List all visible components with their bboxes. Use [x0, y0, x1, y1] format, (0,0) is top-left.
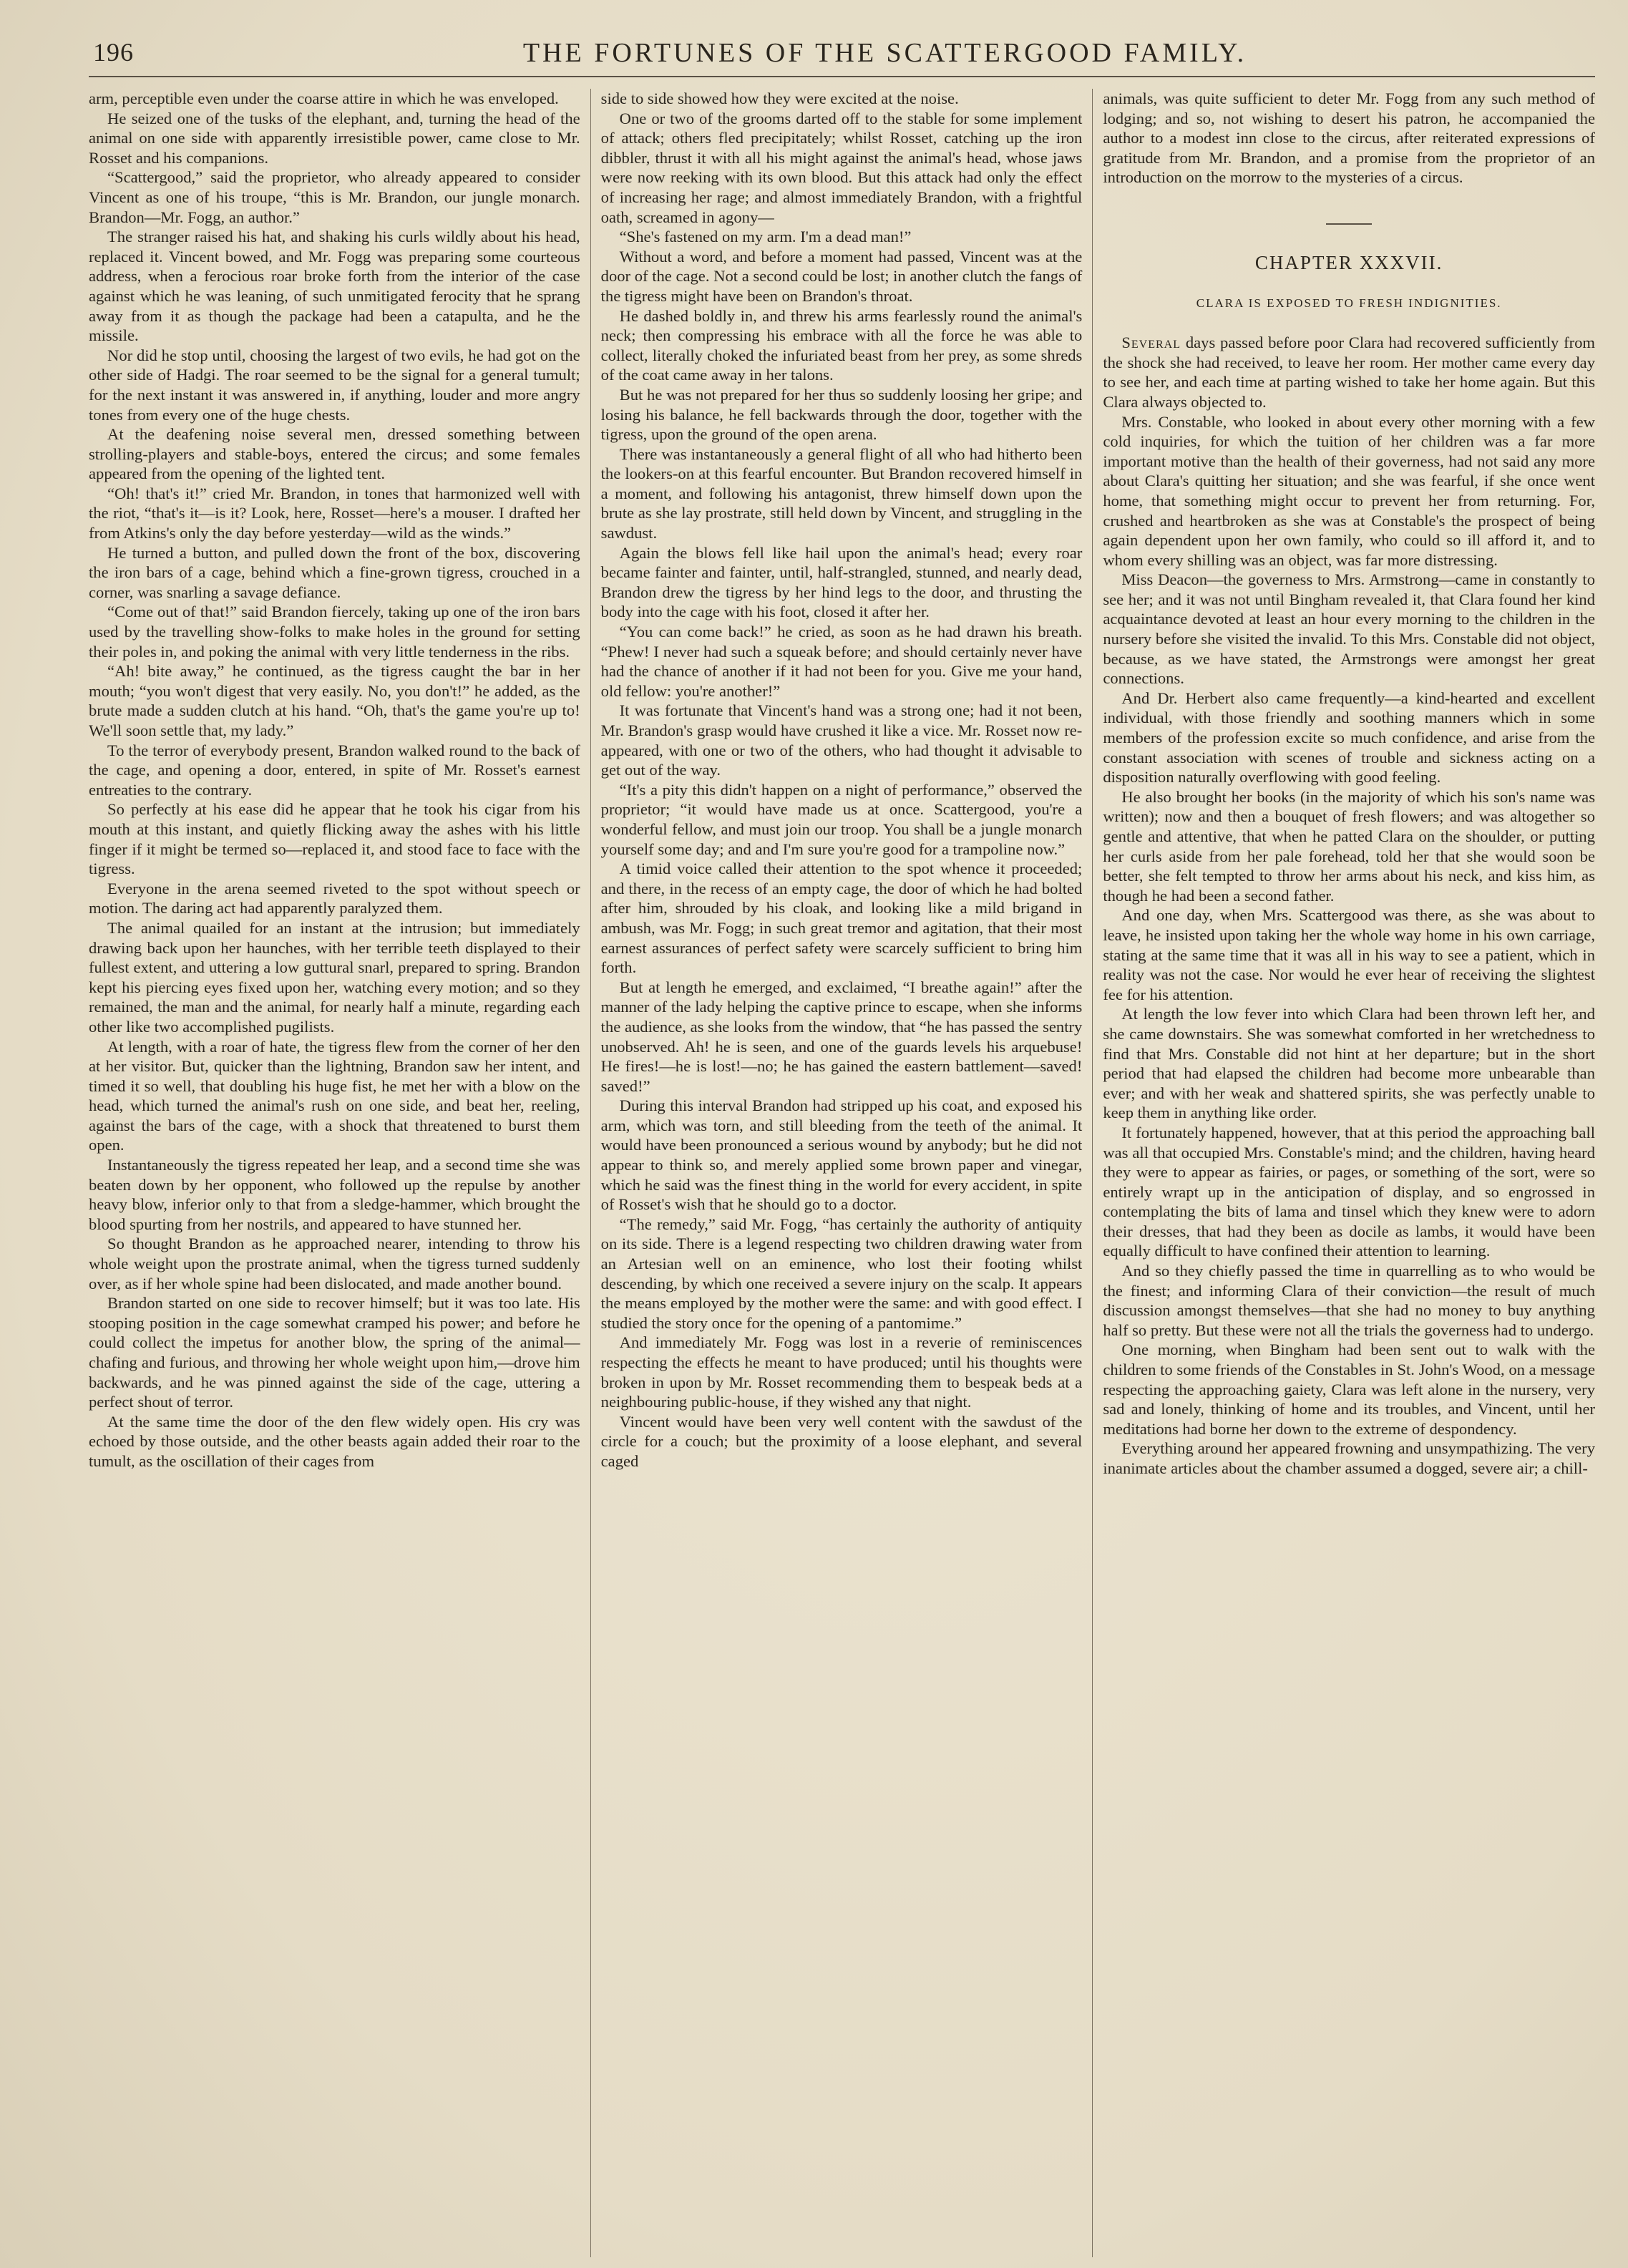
chapter-subtitle: CLARA IS EXPOSED TO FRESH INDIGNITIES. — [1196, 296, 1502, 310]
paragraph: side to side showed how they were excited at the noise. — [600, 89, 959, 107]
paragraph: Vincent would have been very well content with the sawdust of the circle for a couch; but the proximity of a loose elephant, and several caged — [600, 1412, 1083, 1470]
paragraph: So perfectly at his ease did he appear that he took his cigar from his mouth at this instant, and quietly flicking away the ashes with his little finger if it might be termed so—replaced it, and stood face to face with the tigress. — [89, 800, 580, 878]
column-3 — [1093, 89, 1595, 2257]
paragraph: There was instantaneously a general flight of all who had hitherto been the lookers-on at this fearful encounter. But Brandon recovered himself in a moment, and following his antagonist, threw himself down upon the brute as she lay prostrate, still held down by Vincent, and struggling in the sawdust. — [600, 444, 1083, 542]
chapter-title: CHAPTER XXXVII. — [1254, 251, 1443, 273]
column-3-body-text — [1103, 412, 1595, 1479]
paragraph: One morning, when Bingham had been sent out to walk with the children to some friends of the Constables in St. John's Wood, on a message respecting the approaching gaiety, Clara was left alone in the nursery, very sad and lonely, thinking of home and its troubles, and Vincent, until her meditations had borne her down to the extreme of despondency. — [1103, 1340, 1595, 1438]
paragraph: At length, with a roar of hate, the tigress flew from the corner of her den at her visitor. But, quicker than the lightning, Brandon saw her intent, and timed it so well, that doubling his huge fist, he met her with a blow on the head, which turned the animal's rush on one side, and beat her, reeling, against the bars of the cage, with a shock that threatened to burst them open. — [89, 1037, 580, 1154]
paragraph: “Oh! that's it!” cried Mr. Brandon, in tones that harmonized well with the riot, “that's it—is it? Look, here, Rosset—here's a mouser. I drafted her from Atkins's only the day before yesterday—wild as the winds.” — [89, 484, 580, 542]
running-head — [89, 34, 1595, 77]
paragraph: At length the low fever into which Clara had been thrown left her, and she came downstairs. She was somewhat comforted in her wretchedness to find that Mrs. Constable did not hint at her departure; but in the short period that had elapsed the children had become more unbearable than ever; and with her weak and shattered spirits, she was perfectly unable to keep them in anything like order. — [1103, 1005, 1595, 1122]
paragraph: It fortunately happened, however, that at this period the approaching ball was all that occupied Mrs. Constable's mind; and the children, having heard they were to appear as fairies, or pages, or something of the sort, were so entirely wrapt up in the anticipation of display, and so engrossed in contemplating the bits of lama and tinsel which they knew were to adorn their dresses, that had they been as docile as lambs, it would have been equally difficult to have confined their attention to learning. — [1103, 1123, 1595, 1260]
paragraph: But at length he emerged, and exclaimed, “I breathe again!” after the manner of the lady helping the captive prince to escape, when she informs the audience, as she looks from the window, that “he has passed the sentry unobserved. Ah! he is seen, and one of the guards levels his arquebuse! He fires!—he is lost!—no; he has gained the eastern battlement—saved! saved!” — [600, 978, 1083, 1095]
paragraph: “Ah! bite away,” he continued, as the tigress caught the bar in her mouth; “you won't digest that very easily. No, you don't!” he added, as the brute made a sudden clutch at his hand. “Oh, that's the game you're up to! We'll soon settle that, my lady.” — [89, 662, 580, 739]
paragraph: “Scattergood,” said the proprietor, who already appeared to consider Vincent as one of his troupe, “this is Mr. Brandon, our jungle monarch. Brandon—Mr. Fogg, an author.” — [89, 168, 580, 226]
paragraph: Nor did he stop until, choosing the largest of two evils, he had got on the other side of Hadgi. The roar seemed to be the signal for a general tumult; for the next instant it was answered in, if anything, louder and more angry tones from every one of the huge chests. — [89, 346, 580, 424]
paragraph: The stranger raised his hat, and shaking his curls wildly about his head, replaced it. Vincent bowed, and Mr. Fogg was preparing some courteous address, when a ferocious roar broke forth from the interior of the case against which he was leaning, of such unmitigated ferocity that he sprang away from it as though the package had been a catapulta, and he the missile. — [89, 228, 580, 345]
page-number: 196 — [93, 38, 134, 67]
paragraph: Brandon started on one side to recover himself; but it was too late. His stooping position in the cage somewhat cramped his power; and before he could collect the impetus for another blow, the spring of the animal—chafing and furious, and throwing her whole weight upon him,—drove him backwards, and he was pinned against the side of the cage, uttering a perfect shout of terror. — [89, 1294, 580, 1411]
paragraph: During this interval Brandon had stripped up his coat, and exposed his arm, which was torn, and still bleeding from the teeth of the animal. It would have been pronounced a serious wound by anybody; but he did not appear to think so, and merely applied some brown paper and vinegar, which he said was the finest thing in the world for every accident, in spite of Rosset's wish that he should go to a doctor. — [600, 1096, 1083, 1214]
paragraph: It was fortunate that Vincent's hand was a strong one; had it not been, Mr. Brandon's grasp would have crushed it like a vice. Mr. Rosset now re-appeared, with one or two of the others, who had thought it advisable to get out of the way. — [600, 701, 1083, 779]
column-2 — [591, 89, 1093, 2257]
paragraph: And Dr. Herbert also came frequently—a kind-hearted and excellent individual, with those friendly and soothing manners which in some members of the profession excite so much confidence, and arise from the constant association with scenes of trouble and sickness acting on a disposition naturally overflowing with good feeling. — [1103, 688, 1595, 787]
drop-word: Several — [1121, 334, 1181, 352]
paragraph: He turned a button, and pulled down the front of the box, discovering the iron bars of a cage, behind which a fine-grown tigress, crouched in a corner, was snarling a savage defiance. — [89, 543, 580, 601]
paragraph: Instantaneously the tigress repeated her leap, and a second time she was beaten down by her opponent, who followed up the repulse by another heavy blow, inferior only to that from a sledge-hammer, which brought the blood spurting from her nostrils, and appeared to have stunned her. — [89, 1156, 580, 1233]
paragraph: “She's fastened on my arm. I'm a dead man!” — [619, 228, 912, 246]
paragraph: “You can come back!” he cried, as soon as he had drawn his breath. “Phew! I never had such a squeak before; and should certainly never have had the chance of another if it had not been for you. Give me your hand, old fellow: you're another!” — [600, 623, 1083, 700]
paragraph: Again the blows fell like hail upon the animal's head; every roar became fainter and fainter, until, half-strangled, stunned, and nearly dead, Brandon drew the tigress by her hind legs to the door, and thrusting the body into the cage with his foot, closed it after her. — [600, 543, 1083, 621]
paragraph: And one day, when Mrs. Scattergood was there, as she was about to leave, he insisted upon taking her the whole way home in his own carriage, stating at the same time that it was all in his way to see a patient, which in reality was not the case. Nor would he ever hear of receiving the slightest fee for his attention. — [1103, 906, 1595, 1003]
paragraph: Mrs. Constable, who looked in about every other morning with a few cold inquiries, for which the tuition of her children was a far more important motive than the health of their governess, had not said any more about Clara's quitting her situation; and she was fearful, if she once went home, that something might occur to prevent her from returning. For, crushed and heartbroken as she was at Constable's the prospect of being again dependent upon her own family, who could so ill afford it, and to whom every shilling was an object, was far more distressing. — [1103, 412, 1595, 569]
paragraph: “It's a pity this didn't happen on a night of performance,” observed the proprietor; “it would have made us at once. Scattergood, you're a wonderful fellow, and must join our troop. You shall be a jungle monarch yourself some day; and and I'm sure you're good for a trampoline now.” — [600, 780, 1083, 858]
paragraph: So thought Brandon as he approached nearer, intending to throw his whole weight upon the prostrate animal, when the tigress turned suddenly over, as if her whole spine had been dislocated, and made another bound. — [89, 1235, 580, 1293]
paragraph: Everything around her appeared frowning and unsympathizing. The very inanimate articles about the chamber assumed a dogged, severe air; a chill- — [1103, 1439, 1595, 1477]
paragraph: A timid voice called their attention to the spot whence it proceeded; and there, in the recess of an empty cage, the door of which he had bolted after him, shrouded by his cloak, and looking like a mild brigand in ambush, was Mr. Fogg; in such great tremor and agitation, that their most earnest assurances of perfect safety were scarcely sufficient to bring him forth. — [600, 860, 1083, 977]
column-3-top-text — [1103, 89, 1595, 188]
paragraph: “The remedy,” said Mr. Fogg, “has certainly the authority of antiquity on its side. There is a legend respecting two children drawing water from an Artesian well on an eminence, who lost their footing whilst descending, by which one received a severe injury on the scalp. It appears the means employed by the mother were the same: and with good effect. I studied the story once for the opening of a pantomime.” — [600, 1215, 1083, 1332]
text-columns — [89, 89, 1595, 2257]
paragraph: Everyone in the arena seemed riveted to the spot without speech or motion. The daring act had apparently paralyzed them. — [89, 879, 580, 918]
paragraph: The animal quailed for an instant at the intrusion; but immediately drawing back upon her haunches, with her terrible teeth displayed to their fullest extent, and uttering a low guttural snarl, prepared to spring. Brandon kept his piercing eyes fixed upon her, watching every motion; and so they remained, the man and the animal, for nearly half a minute, regarding each other like two accomplished pugilists. — [89, 918, 580, 1036]
paragraph: At the same time the door of the den flew widely open. His cry was echoed by those outside, and the other beasts again added their roar to the tumult, as the oscillation of their cages from — [89, 1412, 580, 1470]
running-title: THE FORTUNES OF THE SCATTERGOOD FAMILY. — [522, 38, 1247, 68]
paragraph: But he was not prepared for her thus so suddenly loosing her gripe; and losing his balance, he fell backwards through the door, together with the tigress, upon the ground of the open arena. — [600, 385, 1083, 444]
paragraph: He also brought her books (in the majority of which his son's name was written); now and then a bouquet of fresh flowers; and was altogether so gentle and attentive, that when he patted Clara on the shoulder, or putting her curls aside from her pale forehead, told her that she would soon be better, she felt tempted to throw her arms about his neck, and kiss him, as though he had been a second father. — [1103, 787, 1595, 905]
paragraph: animals, was quite sufficient to deter Mr. Fogg from any such method of lodging; and so, not wishing to desert his patron, he accompanied the author to a modest inn close to the circus, after reiterated expressions of gratitude from Mr. Brandon, and a promise from the proprietor of an introduction on the morrow to the mysteries of a circus. — [1103, 89, 1595, 187]
opening-text: days passed before poor Clara had recovered sufficiently from the shock she had received, to leave her room. Her mother came every day to see her, and each time at parting wished to take her home again. But this Clara always objected to. — [1103, 334, 1595, 411]
paragraph: “Come out of that!” said Brandon fiercely, taking up one of the iron bars used by the travelling show-folks to make holes in the ground for setting their poles in, and poking the animal with very little tenderness in the ribs. — [89, 603, 580, 661]
paragraph: Without a word, and before a moment had passed, Vincent was at the door of the cage. Not a second could be lost; in another clutch the fangs of the tigress might have been on Brandon's throat. — [600, 247, 1083, 305]
paragraph: And immediately Mr. Fogg was lost in a reverie of reminiscences respecting the effects he meant to have produced; until his thoughts were broken in upon by Mr. Rosset recommending them to bespeak beds at a neighbouring public-house, if they wished any that night. — [600, 1333, 1083, 1411]
section-rule — [1326, 223, 1372, 225]
paragraph: To the terror of everybody present, Brandon walked round to the back of the cage, and opening a door, entered, in spite of Mr. Rosset's earnest entreaties to the contrary. — [89, 741, 580, 799]
chapter-opening-paragraph — [1103, 333, 1595, 412]
paragraph: Miss Deacon—the governess to Mrs. Armstrong—came in constantly to see her; and it was not until Bingham revealed it, that Clara found her kind acquaintance devoted at least an hour every morning to the children in the nursery before she visited the invalid. To this Mrs. Constable did not object, because, as we have stated, the Armstrongs were amongst her great connections. — [1103, 570, 1595, 688]
paragraph: He seized one of the tusks of the elephant, and, turning the head of the animal on one side with apparently irresistible power, came close to Mr. Rosset and his companions. — [89, 109, 580, 167]
paragraph: And so they chiefly passed the time in quarrelling as to who would be the finest; and informing Clara of their conviction—the result of much discussion amongst themselves—that she had no money to buy anything half so pretty. But these were not all the trials the governess had to undergo. — [1103, 1262, 1595, 1339]
paragraph: At the deafening noise several men, dressed something between strolling-players and stable-boys, entered the circus; and some females appeared from the opening of the lighted tent. — [89, 425, 580, 483]
paragraph: One or two of the grooms darted off to the stable for some implement of attack; others fled precipitately; whilst Rosset, catching up the iron dibbler, thrust it with all his might against the animal's head, whose jaws were now reeking with its own blood. But this attack had only the effect of increasing her rage; and almost immediately Brandon, with a frightful oath, screamed in agony— — [600, 109, 1083, 226]
column-1 — [89, 89, 591, 2257]
paragraph: He dashed boldly in, and threw his arms fearlessly round the animal's neck; then compressing his embrace with all the force he was able to collect, literally choked the infuriated beast from her prey, as some shreds of the coat came away in her talons. — [600, 306, 1083, 384]
paragraph: arm, perceptible even under the coarse attire in which he was enveloped. — [89, 89, 559, 107]
